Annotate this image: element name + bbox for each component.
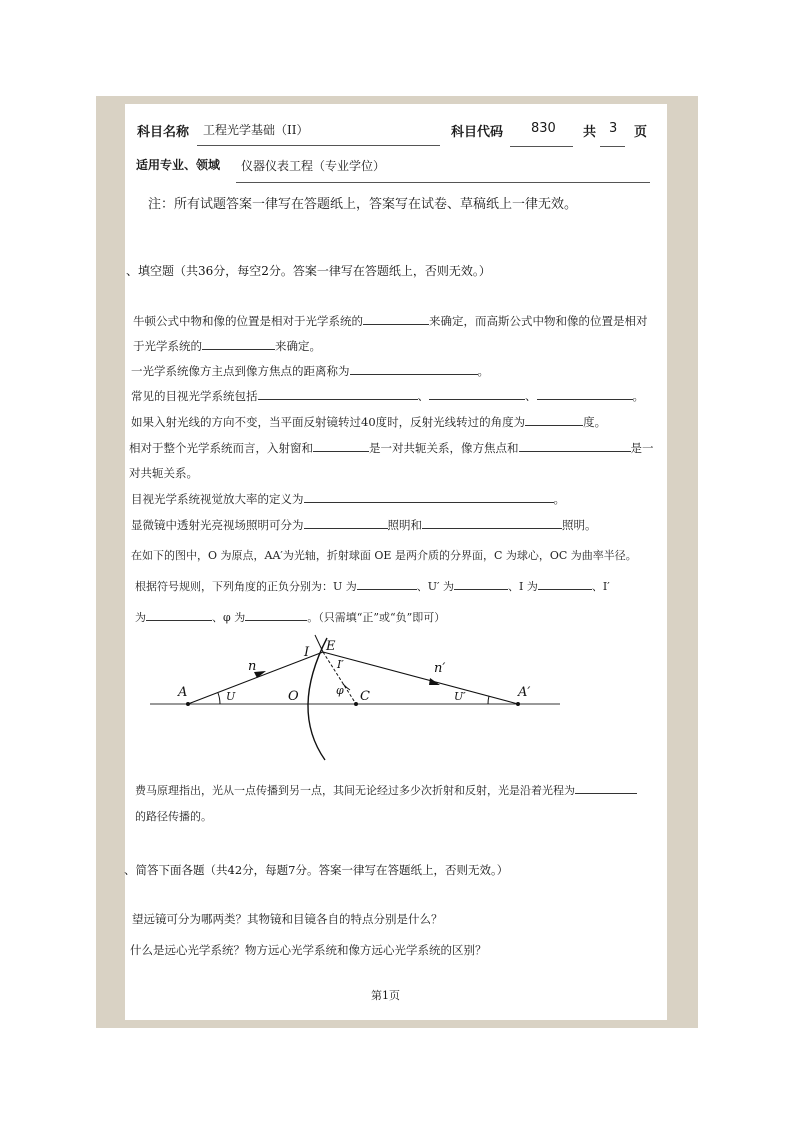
q5-line1: [129, 440, 654, 456]
q8-line1: [131, 547, 637, 563]
angle-u-arc: [218, 693, 220, 704]
q3-blank3: [537, 388, 633, 400]
section1-heading: 、填空题（共36分，每空2分。答案一律写在答题纸上，否则无效。）: [126, 264, 491, 278]
q5-blank2: [519, 440, 631, 452]
code-value: 830: [531, 121, 556, 136]
q4-text-a: 如果入射光线的方向不变，当平面反射镜转过40度时，反射光线转过的角度为: [131, 415, 526, 429]
q8-blank-iprime: [146, 609, 212, 621]
page-unit: 页: [634, 125, 648, 140]
q4-text-b: 度。: [583, 415, 607, 429]
q8-line2: [135, 578, 610, 594]
q8-text-a: 在如下的图中，O 为原点，AA′为光轴，折射球面 OE 是两介质的分界面，C 为球心，OC 为曲率半径。: [131, 549, 637, 562]
q3-sep1: 、: [417, 389, 429, 403]
q9-text-a: 费马原理指出，光从一点传播到另一点，其间无论经过多少次折射和反射，光是沿着光程为: [135, 784, 575, 797]
q7-blank1: [304, 517, 388, 529]
notice: 注：所有试题答案一律写在答题纸上，答案写在试卷、草稿纸上一律无效。: [148, 197, 578, 212]
q7-text-b: 照明和: [387, 518, 422, 532]
q1-blank1: [363, 313, 429, 325]
q8-text-g: 、φ 为: [212, 611, 246, 624]
subject-underline: [197, 145, 440, 146]
point-aprime: [516, 702, 520, 706]
label-phi: φ: [336, 684, 344, 697]
total-underline: [600, 146, 625, 147]
q6-text-a: 目视光学系统视觉放大率的定义为: [131, 492, 304, 506]
q8-line3: [135, 609, 445, 625]
q8-blank-u: [357, 578, 417, 590]
major-name: 仪器仪表工程（专业学位）: [241, 159, 386, 173]
q8-text-c: 、U′ 为: [416, 580, 455, 593]
q4-line: [131, 414, 606, 430]
q1-blank2: [202, 338, 275, 350]
q3-sep2: 、: [525, 389, 537, 403]
q1-text-c: 于光学系统的: [133, 339, 202, 353]
q1-text-a: 牛顿公式中物和像的位置是相对于光学系统的: [133, 314, 363, 328]
q8-text-e: 、I′: [591, 580, 610, 593]
label-e: E: [326, 639, 336, 654]
q8-blank-uprime: [454, 578, 508, 590]
label-o: O: [288, 689, 299, 704]
label-iprime: I′: [337, 658, 344, 671]
label-u: U: [226, 690, 236, 703]
q3-line: [131, 388, 644, 404]
q6-text-b: 。: [553, 492, 565, 506]
label-c: C: [360, 689, 370, 704]
code-label: 科目代码: [451, 125, 504, 140]
section2-q2: 什么是远心光学系统？物方远心光学系统和像方远心光学系统的区别？: [130, 943, 487, 957]
q8-blank-i: [538, 578, 592, 590]
q7-text-c: 照明。: [562, 518, 597, 532]
q6-line: [131, 491, 565, 507]
q1-text-d: 来确定。: [275, 339, 321, 353]
angle-phi-arc: [343, 684, 350, 690]
q7-text-a: 显微镜中透射光亮视场照明可分为: [131, 518, 304, 532]
major-underline: [236, 182, 650, 183]
q8-text-h: 。（只需填“正”或“负”即可）: [307, 611, 446, 624]
total-label: 共: [583, 125, 597, 140]
point-a: [186, 702, 190, 706]
q3-blank2: [429, 388, 525, 400]
q1-text-b: 来确定，而高斯公式中物和像的位置是相对: [429, 314, 648, 328]
point-c: [354, 702, 358, 706]
label-uprime: U′: [454, 690, 466, 703]
q3-blank1: [258, 388, 418, 400]
q2-line: [131, 363, 489, 379]
label-n: n: [248, 659, 257, 674]
q5-text-a: 相对于整个光学系统而言，入射窗和: [129, 441, 313, 455]
label-nprime: n′: [434, 661, 446, 676]
q5-text-d: 对共轭关系。: [129, 466, 198, 480]
q3-end: 。: [632, 389, 644, 403]
subject-label: 科目名称: [137, 125, 190, 140]
q9-text-b: 的路径传播的。: [135, 810, 212, 823]
q7-line: [131, 517, 597, 533]
page-number: 第1页: [371, 989, 400, 1002]
q8-text-b: 根据符号规则，下列角度的正负分别为：U 为: [135, 580, 357, 593]
section2-heading: 、简答下面各题（共42分，每题7分。答案一律写在答题纸上，否则无效。）: [124, 863, 509, 877]
code-underline: [510, 146, 573, 147]
q8-blank-phi: [245, 609, 307, 621]
q8-text-d: 、I 为: [508, 580, 538, 593]
q5-line2: [129, 465, 198, 481]
q1-line1: [133, 313, 648, 329]
q2-text-a: 一光学系统像方主点到像方焦点的距离称为: [131, 364, 350, 378]
q2-text-b: 。: [477, 364, 489, 378]
q5-text-b: 是一对共轭关系，像方焦点和: [369, 441, 519, 455]
major-label: 适用专业、领域: [136, 158, 221, 172]
refracted-arrow: [429, 678, 440, 685]
q1-line2: [133, 338, 321, 354]
q5-text-c: 是一: [630, 441, 654, 455]
q2-blank: [350, 363, 478, 375]
q6-blank: [304, 491, 554, 503]
q9-blank: [575, 782, 637, 794]
q8-text-f: 为: [135, 611, 146, 624]
q9-line2: [135, 808, 212, 824]
refraction-diagram: [140, 630, 580, 770]
q4-blank: [525, 414, 583, 426]
q3-text-a: 常见的目视光学系统包括: [131, 389, 258, 403]
normal-extension: [315, 635, 323, 652]
label-a: A: [178, 685, 188, 700]
label-aprime: A′: [518, 685, 531, 700]
q5-blank1: [313, 440, 369, 452]
q9-line1: [135, 782, 637, 798]
section2-q1: 望远镜可分为哪两类？其物镜和目镜各自的特点分别是什么？: [132, 912, 443, 926]
angle-uprime-arc: [488, 696, 489, 704]
total-pages: 3: [609, 121, 618, 136]
label-i: I: [304, 645, 310, 660]
subject-name: 工程光学基础（II）: [203, 123, 309, 137]
q7-blank2: [422, 517, 562, 529]
